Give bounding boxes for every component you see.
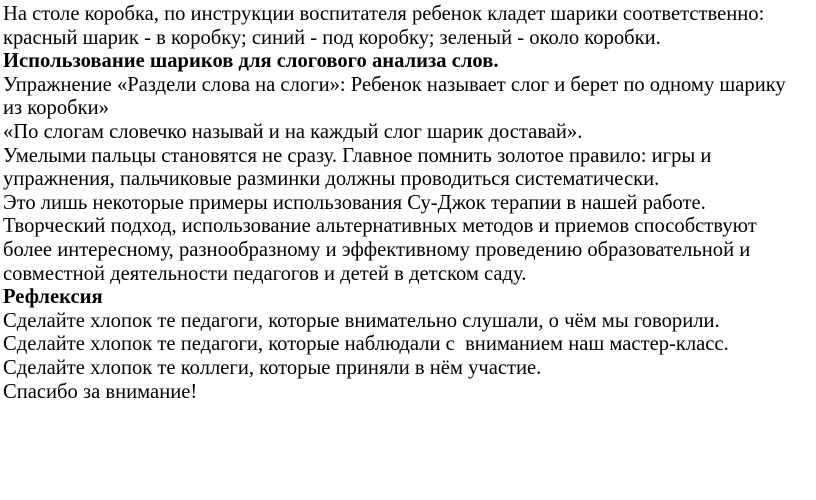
- paragraph-balls-instruction: На столе коробка, по инструкции воспитателя ребенок кладет шарики соответственно: красный шарик - в коробку; синий - под коробку; зеленый - около коробки.: [3, 3, 765, 49]
- heading-reflection: Рефлексия: [3, 286, 103, 309]
- paragraph-clap-watched: Сделайте хлопок те педагоги, которые наблюдали с вниманием наш мастер-класс.: [3, 333, 729, 356]
- paragraph-thanks: Спасибо за внимание!: [3, 380, 198, 403]
- paragraph-rhyme-quote: «По слогам словечко называй и на каждый слог шарик доставай».: [3, 120, 583, 143]
- paragraph-clap-participated: Сделайте хлопок те коллеги, которые приняли в нём участие.: [3, 356, 542, 379]
- paragraph-su-jok-summary: Это лишь некоторые примеры использования Су-Джок терапии в нашей работе. Творческий подход, использование альтернативных методов и приемов способствуют более интересному, разнообразному и эффективному проведению образовательной и совместной деятельности педагогов и детей в детском саду.: [3, 191, 757, 285]
- paragraph-exercise-syllables: Упражнение «Раздели слова на слоги»: Ребенок называет слог и берет по одному шарику из коробки»: [3, 73, 786, 120]
- heading-syllable-analysis: Использование шариков для слогового анализа слов.: [3, 50, 499, 73]
- paragraph-clap-listened: Сделайте хлопок те педагоги, которые внимательно слушали, о чём мы говорили.: [3, 309, 720, 332]
- paragraph-golden-rule: Умелыми пальцы становятся не сразу. Главное помнить золотое правило: игры и упражнения, пальчиковые разминки должны проводиться систематически.: [3, 144, 712, 191]
